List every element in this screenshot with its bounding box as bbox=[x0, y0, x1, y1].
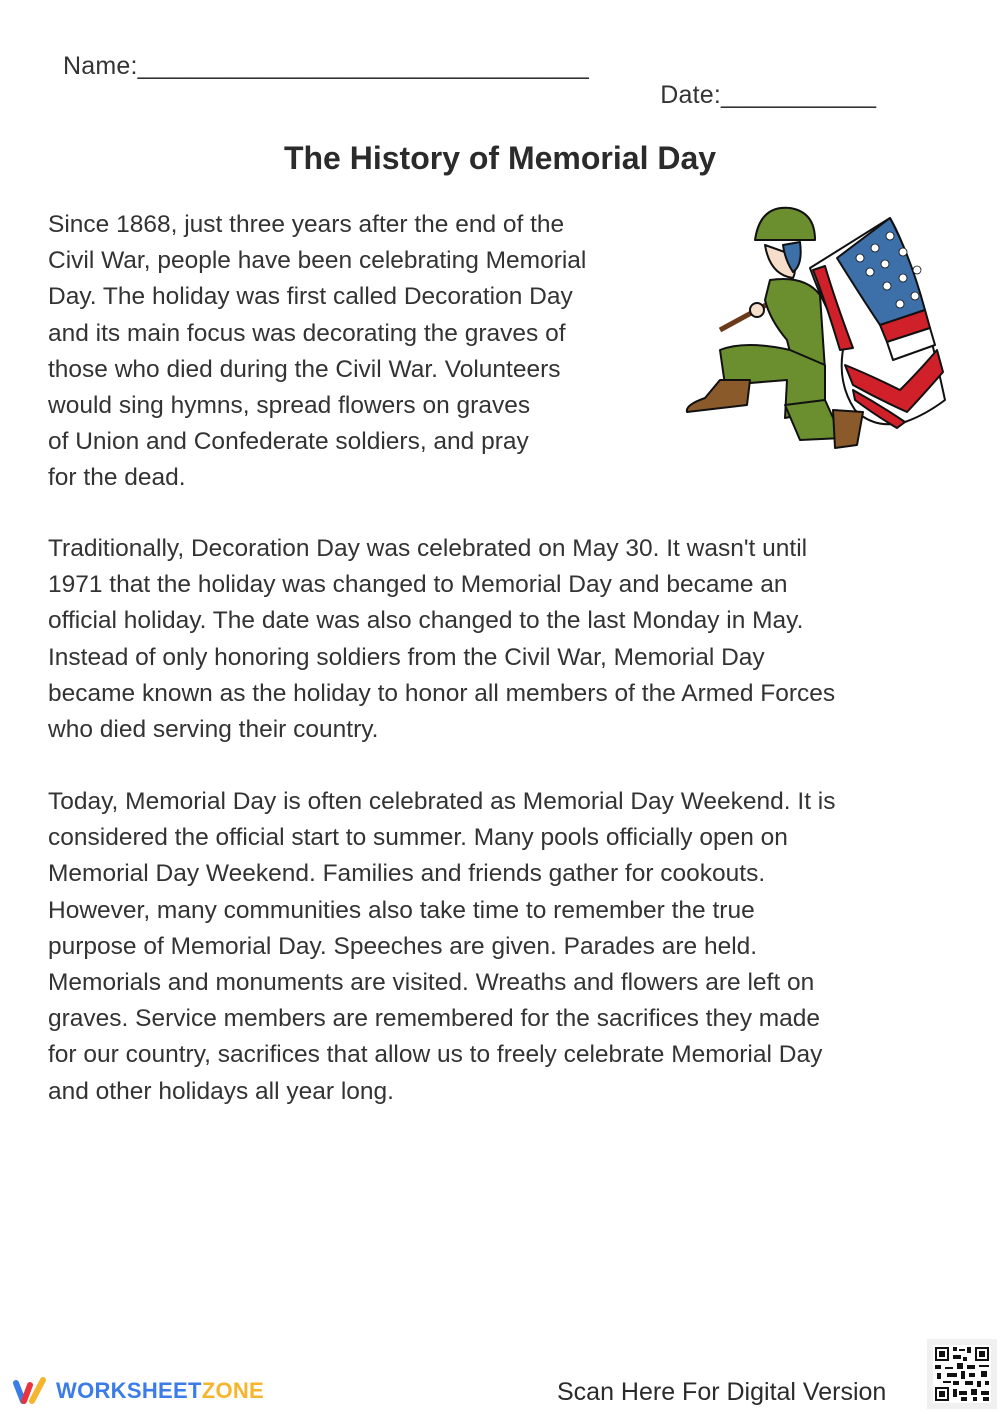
text-line: became known as the holiday to honor all members of the Armed Forces bbox=[48, 679, 836, 707]
text-line: Civil War, people have been celebrating Memorial bbox=[48, 247, 587, 275]
paragraph-2 bbox=[48, 531, 835, 748]
name-label: Name:________________________________ bbox=[63, 52, 589, 80]
text-line: Today, Memorial Day is often celebrated as Memorial Day Weekend. It is bbox=[48, 788, 836, 815]
paragraph-3 bbox=[48, 784, 836, 1110]
text-line: 1971 that the holiday was changed to Memorial Day and became an bbox=[48, 571, 788, 599]
text-line: considered the official start to summer. Many pools officially open on bbox=[48, 824, 788, 852]
text-line: However, many communities also take time to remember the true bbox=[48, 896, 755, 924]
text-line: graves. Service members are remembered for the sacrifices they made bbox=[48, 1005, 821, 1033]
worksheetzone-logo[interactable] bbox=[10, 1375, 264, 1407]
page-title: The History of Memorial Day bbox=[283, 140, 717, 176]
text-line: for the dead. bbox=[48, 464, 186, 492]
text-line: official holiday. The date was also changed to the last Monday in May. bbox=[48, 607, 804, 635]
text-line: Day. The holiday was first called Decoration Day bbox=[48, 283, 573, 311]
logo-mark-icon bbox=[10, 1375, 50, 1407]
text-line: Traditionally, Decoration Day was celebrated on May 30. It wasn't until bbox=[48, 535, 808, 562]
qr-code-icon[interactable] bbox=[927, 1339, 997, 1409]
soldier-with-flag-icon bbox=[675, 200, 975, 460]
text-line: and other holidays all year long. bbox=[48, 1077, 394, 1105]
text-line: would sing hymns, spread flowers on graves bbox=[48, 392, 531, 420]
text-line: Instead of only honoring soldiers from the Civil War, Memorial Day bbox=[48, 643, 765, 671]
brand-name: WORKSHEETZONE bbox=[56, 1378, 265, 1403]
text-line: of Union and Confederate soldiers, and pray bbox=[48, 428, 529, 456]
text-line: purpose of Memorial Day. Speeches are given. Parades are held. bbox=[48, 932, 758, 960]
text-line: Since 1868, just three years after the end of the bbox=[48, 211, 565, 238]
date-label: Date:___________ bbox=[660, 81, 877, 109]
name-field[interactable] bbox=[63, 52, 589, 81]
text-line: Memorial Day Weekend. Families and friends gather for cookouts. bbox=[48, 860, 766, 888]
text-line: and its main focus was decorating the graves of bbox=[48, 319, 566, 347]
text-line: who died serving their country. bbox=[48, 716, 379, 744]
text-line: those who died during the Civil War. Volunteers bbox=[48, 355, 561, 383]
paragraph-1 bbox=[48, 207, 586, 497]
date-field[interactable] bbox=[646, 52, 876, 110]
scan-instruction: Scan Here For Digital Version bbox=[557, 1378, 887, 1406]
text-line: Memorials and monuments are visited. Wreaths and flowers are left on bbox=[48, 969, 815, 997]
text-line: for our country, sacrifices that allow us to freely celebrate Memorial Day bbox=[48, 1041, 823, 1069]
